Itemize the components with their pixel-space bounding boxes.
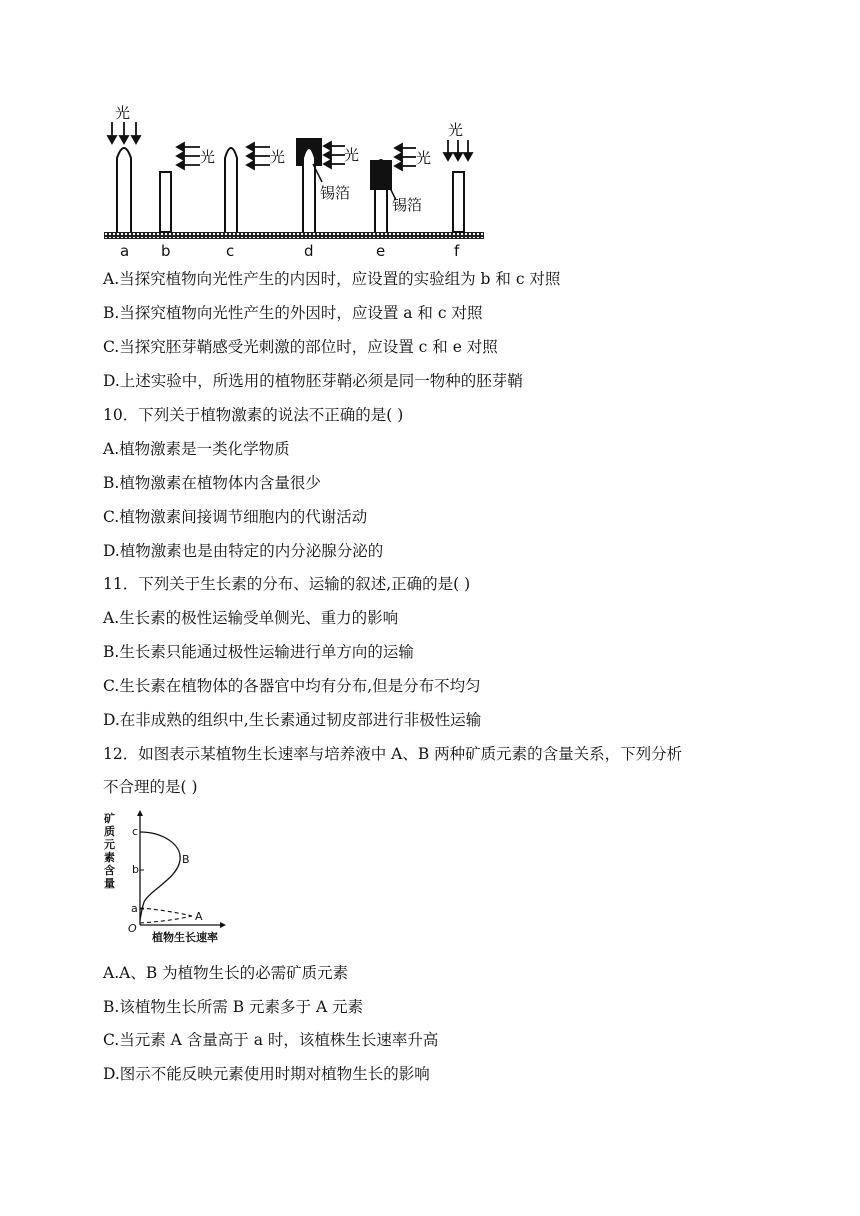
q11-option-b: B.生长素只能通过极性运输进行单方向的运输 xyxy=(103,643,414,661)
y-axis-label xyxy=(104,811,115,890)
q9-option-a: A.当探究植物向光性产生的内因时，应设置的实验组为 b 和 c 对照 xyxy=(103,270,561,288)
coleoptile-d xyxy=(296,138,359,232)
q12-option-b: B.该植物生长所需 B 元素多于 A 元素 xyxy=(103,998,364,1016)
label-e: e xyxy=(376,242,386,260)
series-A-curve-lower xyxy=(140,916,192,923)
foil-band-e xyxy=(370,160,392,190)
coleoptile-e xyxy=(370,144,431,232)
y-label-char-2: 质 xyxy=(104,825,115,838)
y-tick-b: b xyxy=(132,863,139,876)
series-A-label: A xyxy=(195,910,203,923)
x-axis-label: 植物生长速率 xyxy=(152,931,218,944)
q10-option-c: C.植物激素间接调节细胞内的代谢活动 xyxy=(103,508,368,526)
label-d: d xyxy=(304,242,314,260)
coleoptile-a xyxy=(108,104,140,232)
q10-option-b: B.植物激素在植物体内含量很少 xyxy=(103,474,321,492)
y-tick-a: a xyxy=(131,902,138,915)
q10-stem: 10．下列关于植物激素的说法不正确的是( ) xyxy=(103,406,404,424)
label-f: f xyxy=(454,242,460,260)
series-B-label: B xyxy=(182,853,190,866)
q11-option-a: A.生长素的极性运输受单侧光、重力的影响 xyxy=(103,609,399,627)
q12-stem-line2: 不合理的是( ) xyxy=(103,778,198,796)
light-label-f: 光 xyxy=(448,121,464,139)
label-a: a xyxy=(120,242,130,260)
y-label-char-6: 量 xyxy=(104,877,115,890)
coleoptile-experiment-figure xyxy=(100,100,490,260)
q12-stem-line1: 12．如图表示某植物生长速率与培养液中 A、B 两种矿质元素的含量关系，下列分析 xyxy=(103,745,683,763)
coleoptile-c xyxy=(225,143,285,232)
q11-option-c: C.生长素在植物体的各器官中均有分布,但是分布不均匀 xyxy=(103,677,481,695)
coleoptile-f xyxy=(444,121,472,232)
q12-option-d: D.图示不能反映元素使用时期对植物生长的影响 xyxy=(103,1065,430,1083)
light-label-b: 光 xyxy=(200,148,216,166)
foil-label-e: 锡箔 xyxy=(392,196,423,214)
q10-option-a: A.植物激素是一类化学物质 xyxy=(103,440,290,458)
series-A-curve-upper xyxy=(140,908,192,916)
y-label-char-5: 含 xyxy=(104,864,115,877)
foil-label-d: 锡箔 xyxy=(320,184,351,202)
q10-option-d: D.植物激素也是由特定的内分泌腺分泌的 xyxy=(103,542,384,560)
light-label-d: 光 xyxy=(344,146,360,164)
label-b: b xyxy=(161,242,171,260)
q12-option-a: A.A、B 为植物生长的必需矿质元素 xyxy=(103,964,349,982)
light-label-a: 光 xyxy=(115,104,131,122)
origin-label: O xyxy=(128,922,137,935)
mineral-growth-chart xyxy=(100,808,230,946)
q11-option-d: D.在非成熟的组织中,生长素通过韧皮部进行非极性运输 xyxy=(103,711,482,729)
q9-option-b: B.当探究植物向光性产生的外因时，应设置 a 和 c 对照 xyxy=(103,304,483,322)
light-label-c: 光 xyxy=(270,148,286,166)
q12-option-c: C.当元素 A 含量高于 a 时，该植株生长速率升高 xyxy=(103,1031,439,1049)
label-c: c xyxy=(226,242,235,260)
y-label-char-4: 素 xyxy=(104,851,115,864)
y-label-char-3: 元 xyxy=(104,838,115,851)
q9-option-c: C.当探究胚芽鞘感受光刺激的部位时，应设置 c 和 e 对照 xyxy=(103,338,498,356)
y-tick-c: c xyxy=(132,825,139,838)
coleoptile-b xyxy=(160,143,215,232)
y-label-char-1: 矿 xyxy=(104,812,115,825)
q11-stem: 11．下列关于生长素的分布、运输的叙述,正确的是( ) xyxy=(103,575,471,593)
series-B-curve xyxy=(140,832,180,920)
light-label-e: 光 xyxy=(416,149,432,167)
foil-cap-d xyxy=(296,138,322,166)
q9-option-d: D.上述实验中，所选用的植物胚芽鞘必须是同一物种的胚芽鞘 xyxy=(103,372,523,390)
